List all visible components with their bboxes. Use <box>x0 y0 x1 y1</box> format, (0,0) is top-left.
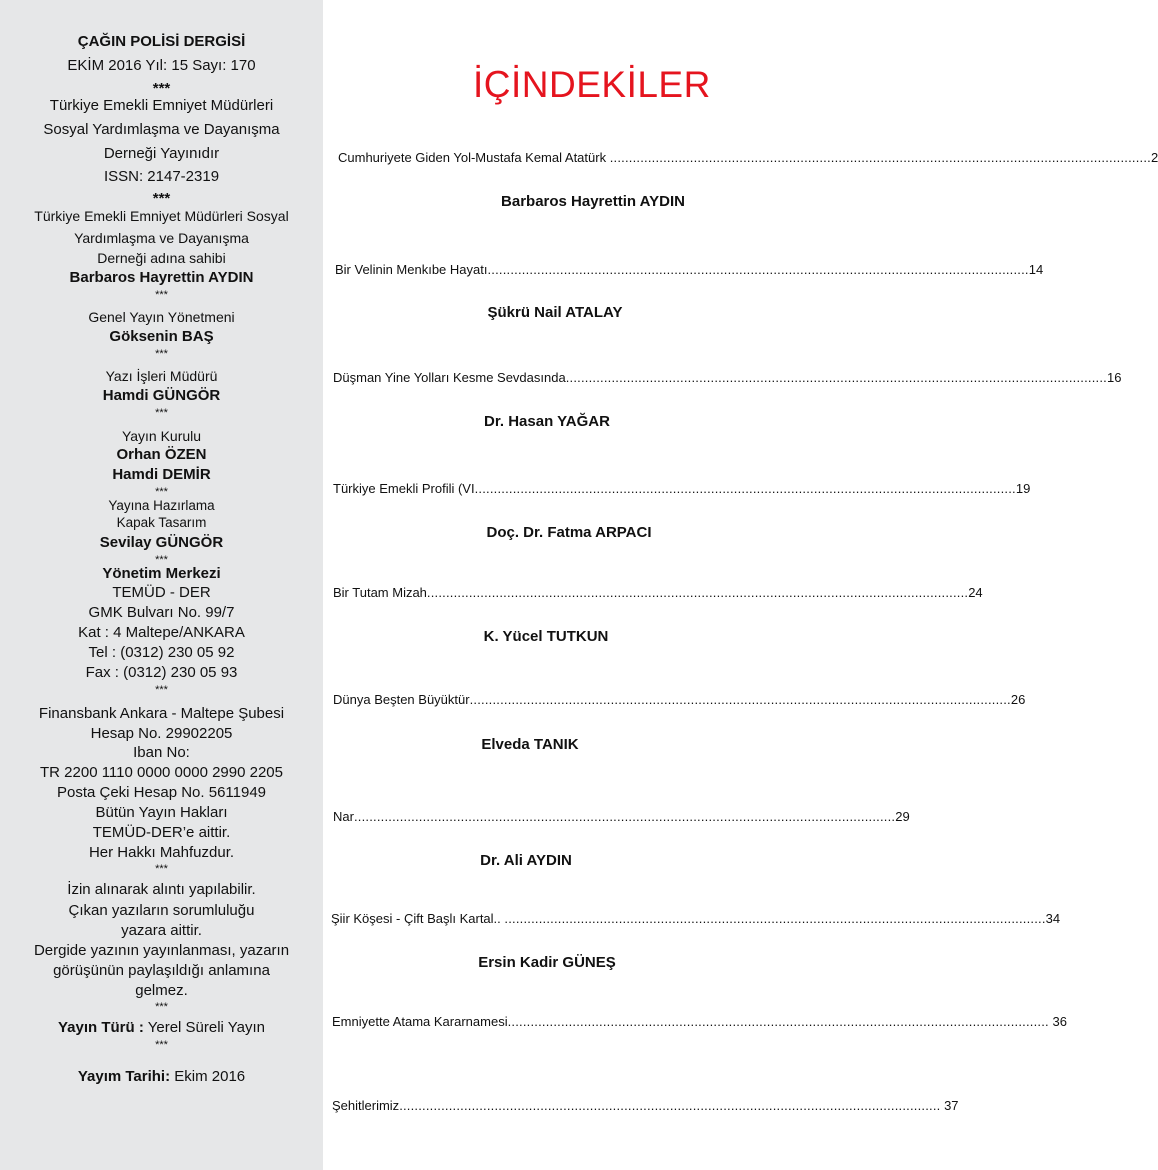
fax: Fax : (0312) 230 05 93 <box>85 664 238 681</box>
owner-line: Yardımlaşma ve Dayanışma <box>74 230 249 246</box>
separator: *** <box>155 863 168 875</box>
toc-entry[interactable] <box>333 809 910 824</box>
toc-entry-page: 24 <box>968 585 983 600</box>
owner-name: Barbaros Hayrettin AYDIN <box>69 269 254 286</box>
toc-entry[interactable] <box>332 1014 1067 1029</box>
magazine-title: ÇAĞIN POLİSİ DERGİSİ <box>77 33 246 50</box>
managing-editor-name: Hamdi GÜNGÖR <box>102 387 221 404</box>
publisher-line: Türkiye Emekli Emniyet Müdürleri <box>49 97 274 114</box>
prep-name: Sevilay GÜNGÖR <box>99 534 224 551</box>
toc-entry-author: Elveda TANIK <box>481 736 579 753</box>
bank-line: Hesap No. 29902205 <box>90 725 233 742</box>
page-gap <box>323 1062 327 1170</box>
separator: *** <box>155 486 168 498</box>
toc-leader-dots: .............................................................................................................................................. <box>399 1098 941 1113</box>
toc-entry-page: 26 <box>1010 692 1026 707</box>
toc-entry-author: K. Yücel TUTKUN <box>483 628 609 645</box>
toc-entry[interactable] <box>332 1098 959 1113</box>
toc-entry-author: Doç. Dr. Fatma ARPACI <box>486 524 652 541</box>
toc-entry-author: Ersin Kadir GÜNEŞ <box>478 954 616 971</box>
toc-entry-author: Barbaros Hayrettin AYDIN <box>501 193 685 210</box>
owner-line: Türkiye Emekli Emniyet Müdürleri Sosyal <box>34 208 289 224</box>
editor-name: Göksenin BAŞ <box>109 328 214 345</box>
toc-entry[interactable] <box>333 585 983 600</box>
managing-editor-label: Yazı İşleri Müdürü <box>105 368 218 384</box>
publisher-line: Sosyal Yardımlaşma ve Dayanışma <box>43 121 280 138</box>
issue-info: EKİM 2016 Yıl: 15 Sayı: 170 <box>67 57 256 74</box>
notice-line: Dergide yazının yayınlanması, yazarın <box>33 942 290 959</box>
rights-line: Bütün Yayın Hakları <box>95 804 228 821</box>
prep-label: Kapak Tasarım <box>116 515 207 530</box>
separator: *** <box>152 190 171 207</box>
toc-entry-page: 16 <box>1106 370 1122 385</box>
toc-entry-title: Şiir Köşesi - Çift Başlı Kartal.. <box>331 911 505 926</box>
toc-entry-title: Dünya Beşten Büyüktür <box>333 692 470 707</box>
toc-entry-title: Bir Tutam Mizah <box>333 585 427 600</box>
toc-entry[interactable] <box>338 150 1158 165</box>
toc-entry[interactable] <box>333 481 1031 496</box>
postal-account: Posta Çeki Hesap No. 5611949 <box>56 784 267 801</box>
toc-title: İÇİNDEKİLER <box>473 64 711 105</box>
toc-entry-title: Türkiye Emekli Profili (VI <box>333 481 475 496</box>
toc-leader-dots: .............................................................................................................................................. <box>474 481 1016 496</box>
separator: *** <box>152 80 171 97</box>
masthead-sidebar <box>0 0 323 1170</box>
notice-line: Çıkan yazıların sorumluluğu <box>68 902 255 919</box>
toc-entry-title: Emniyette Atama Kararnamesi <box>332 1014 508 1029</box>
toc-leader-dots: .............................................................................................................................................. <box>504 911 1046 926</box>
toc-entry-title: Nar <box>333 809 354 824</box>
toc-entry-author: Dr. Ali AYDIN <box>480 852 572 869</box>
separator: *** <box>155 684 168 696</box>
toc-entry-page: 19 <box>1015 481 1031 496</box>
notice-line: yazara aittir. <box>121 922 202 939</box>
issn: ISSN: 2147-2319 <box>103 168 220 185</box>
publication-type-label: Yayın Türü : <box>57 1019 144 1036</box>
editor-label: Genel Yayın Yönetmeni <box>88 309 235 325</box>
toc-leader-dots: .............................................................................................................................................. <box>487 262 1029 277</box>
publication-date <box>0 1068 323 1085</box>
bank-line: Finansbank Ankara - Maltepe Şubesi <box>38 705 285 722</box>
toc-entry-page: 37 <box>940 1098 959 1113</box>
toc-entry[interactable] <box>333 692 1026 707</box>
hq-line: Kat : 4 Maltepe/ANKARA <box>78 624 245 641</box>
separator: *** <box>155 348 168 360</box>
toc-entry-page: 14 <box>1028 262 1044 277</box>
owner-line: Derneği adına sahibi <box>97 250 226 266</box>
toc-entry-title: Bir Velinin Menkıbe Hayatı <box>335 262 488 277</box>
publisher-line: Derneği Yayınıdır <box>103 145 220 162</box>
prep-label: Yayına Hazırlama <box>108 498 215 513</box>
notice-line: gelmez. <box>135 982 188 999</box>
toc-entry-author: Dr. Hasan YAĞAR <box>484 413 610 430</box>
hq-line: GMK Bulvarı No. 99/7 <box>88 604 235 621</box>
separator: *** <box>155 1039 168 1051</box>
notice-line: İzin alınarak alıntı yapılabilir. <box>67 881 256 898</box>
publication-date-label: Yayım Tarihi: <box>77 1068 171 1085</box>
toc-leader-dots: .............................................................................................................................................. <box>469 692 1011 707</box>
separator: *** <box>155 289 168 301</box>
rights-line: Her Hakkı Mahfuzdur. <box>88 844 235 861</box>
toc-entry[interactable] <box>331 911 1061 926</box>
toc-entry-page: 36 <box>1048 1014 1067 1029</box>
toc-entry-page: 2 <box>1150 150 1158 165</box>
toc-leader-dots: .............................................................................................................................................. <box>507 1014 1049 1029</box>
hq-label: Yönetim Merkezi <box>102 565 221 582</box>
bank-line: Iban No: <box>133 744 190 761</box>
separator: *** <box>155 407 168 419</box>
publication-date-value: Ekim 2016 <box>170 1068 246 1085</box>
iban: TR 2200 1110 0000 0000 2990 2205 <box>40 764 283 781</box>
toc-leader-dots: .............................................................................................................................................. <box>609 150 1151 165</box>
board-member: Hamdi DEMİR <box>112 466 211 483</box>
publication-type <box>0 1019 323 1036</box>
toc-entry-title: Düşman Yine Yolları Kesme Sevdasında <box>333 370 566 385</box>
toc-entry-page: 29 <box>895 809 910 824</box>
separator: *** <box>155 554 168 566</box>
toc-leader-dots: .............................................................................................................................................. <box>353 809 896 824</box>
board-label: Yayın Kurulu <box>121 428 202 444</box>
toc-leader-dots: .............................................................................................................................................. <box>426 585 969 600</box>
toc-entry-title: Cumhuriyete Giden Yol-Mustafa Kemal Atatürk <box>338 150 610 165</box>
rights-line: TEMÜD-DER’e aittir. <box>92 824 231 841</box>
board-member: Orhan ÖZEN <box>116 446 207 463</box>
hq-line: TEMÜD - DER <box>112 584 211 601</box>
toc-entry-title: Şehitlerimiz <box>332 1098 400 1113</box>
separator: *** <box>155 1001 168 1013</box>
toc-entry-page: 34 <box>1045 911 1061 926</box>
toc-entry[interactable] <box>335 262 1044 277</box>
notice-line: görüşünün paylaşıldığı anlamına <box>53 962 270 979</box>
toc-entry-author: Şükrü Nail ATALAY <box>487 304 623 321</box>
phone: Tel : (0312) 230 05 92 <box>88 644 235 661</box>
toc-entry[interactable] <box>333 370 1122 385</box>
publication-type-value: Yerel Süreli Yayın <box>143 1019 266 1036</box>
toc-leader-dots: .............................................................................................................................................. <box>565 370 1107 385</box>
